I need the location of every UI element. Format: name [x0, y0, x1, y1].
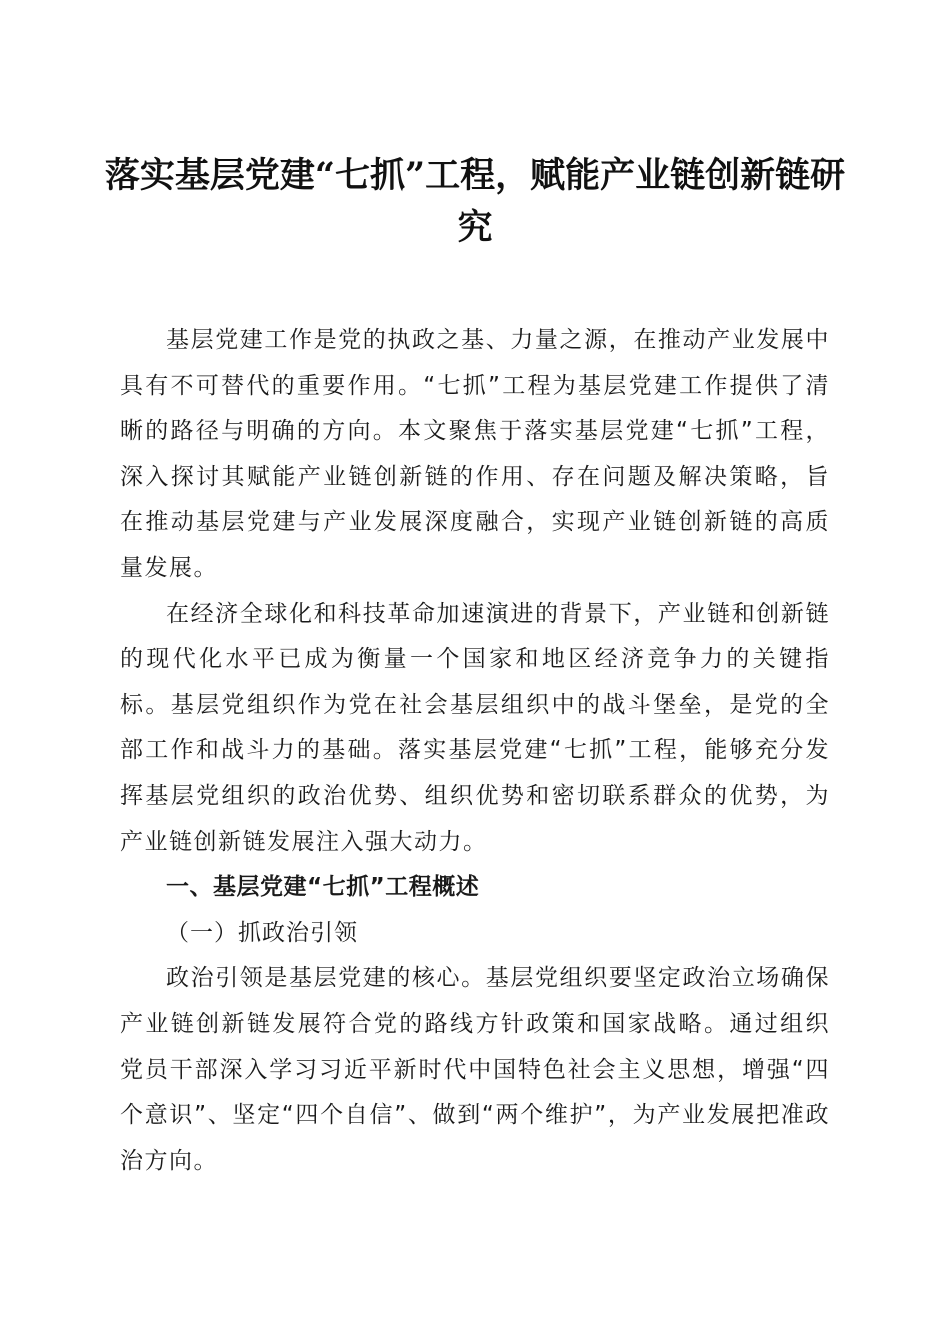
- subsection-heading: （一）抓政治引领: [166, 919, 358, 946]
- intro-paragraph: 基层党建工作是党的执政之基、力量之源，在推动产业发展中具有不可替代的重要作用。“七抓”工程为基层党建工作提供了清晰的路径与明确的方向。本文聚焦于落实基层党建“七抓”工程，深入探讨其赋能产业链创新链的作用、存在问题及解决策略，旨在推动基层党建与产业发展深度融合，实现产业链创新链的高质量发展。: [120, 327, 830, 581]
- section-heading: 一、基层党建“七抓”工程概述: [166, 874, 480, 901]
- background-paragraph: 在经济全球化和科技革命加速演进的背景下，产业链和创新链的现代化水平已成为衡量一个国家和地区经济竞争力的关键指标。基层党组织作为党在社会基层组织中的战斗堡垒，是党的全部工作和战斗力的基础。落实基层党建“七抓”工程，能够充分发挥基层党组织的政治优势、组织优势和密切联系群众的优势，为产业链创新链发展注入强大动力。: [120, 600, 830, 855]
- document-body: [120, 318, 830, 1184]
- document-title: 落实基层党建“七抓”工程，赋能产业链创新链研究: [104, 155, 846, 248]
- subsection-paragraph: 政治引领是基层党建的核心。基层党组织要坚定政治立场确保产业链创新链发展符合党的路线方针政策和国家战略。通过组织党员干部深入学习习近平新时代中国特色社会主义思想，增强“四个意识”、坚定“四个自信”、做到“两个维护”，为产业发展把准政治方向。: [120, 965, 830, 1174]
